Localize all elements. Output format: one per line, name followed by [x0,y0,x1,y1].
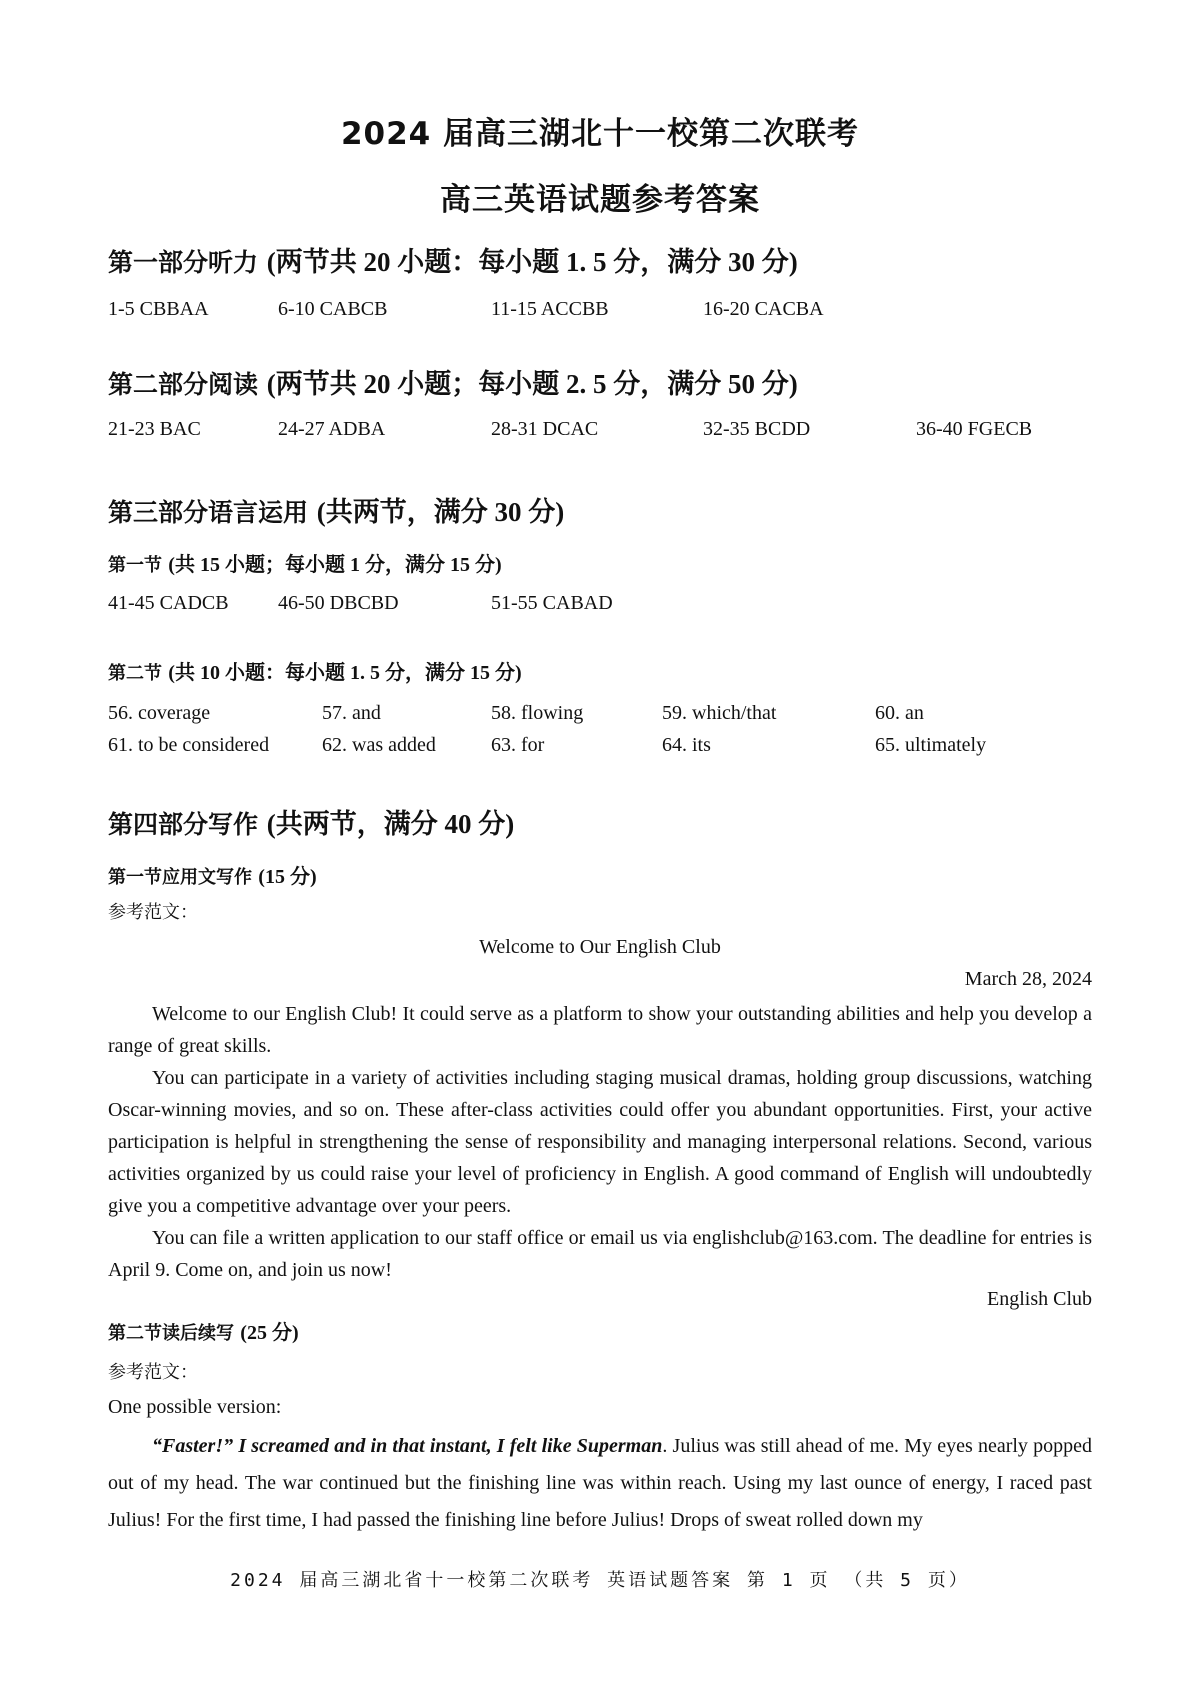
answer-group: 6-10 CABCB [278,298,388,320]
answer-group: 41-45 CADCB [108,592,229,614]
section-heading-cn: 第一节应用文写作 [108,867,252,888]
part4-section2-heading [108,1316,299,1345]
essay-paragraph: Welcome to our English Club! It could serve as a platform to show your outstanding abilities and help you develop a range of great skills. [108,1003,1092,1057]
answer-group: 36-40 FGECB [916,418,1033,440]
part3-heading-cn: 第三部分语言运用 [108,498,309,527]
answer-group: 1-5 CBBAA [108,298,209,320]
part2-heading [108,362,798,401]
section-heading-cn: 第二节 [108,663,162,684]
reference-label: 参考范文： [108,1362,198,1383]
answer-group: 28-31 DCAC [491,418,599,440]
answer-item: 64. its [662,734,711,756]
continuation-paragraph [108,1428,1092,1539]
answer-group: 21-23 BAC [108,418,201,440]
part4-heading [108,802,514,841]
essay-paragraph: You can file a written application to our staff office or email us via englishclub@163.com. The deadline for entries is April 9. Come on, and join us now! [108,1227,1092,1281]
section-heading-cn: 第二节读后续写 [108,1323,234,1344]
part1-heading-detail: (两节共 20 小题：每小题 1. 5 分，满分 30 分) [266,247,798,277]
answer-item: 59. which/that [662,702,777,724]
continuation-body: . Julius was still ahead of me. My eyes nearly popped out of my head. The war continued but the finishing line was within reach. Using my last ounce of energy, I raced past Julius! For the first time, I had passed the finishing line before Julius! Drops of sweat rolled down my [108,1435,1092,1531]
version-label: One possible version: [108,1396,282,1418]
answer-item: 57. and [322,702,381,724]
answer-item: 60. an [875,702,924,724]
part2-heading-detail: (两节共 20 小题；每小题 2. 5 分，满分 50 分) [266,369,798,399]
part4-heading-cn: 第四部分写作 [108,810,259,839]
part3-heading [108,490,564,529]
answer-group: 32-35 BCDD [703,418,811,440]
answer-item: 56. coverage [108,702,211,724]
part2-heading-cn: 第二部分阅读 [108,370,259,399]
section-heading-detail: (15 分) [258,866,317,888]
answer-item: 61. to be considered [108,734,270,756]
opening-sentence: “Faster!” I screamed and in that instant, I felt like Superman [152,1435,663,1457]
part1-heading [108,240,798,279]
answer-group: 11-15 ACCBB [491,298,609,320]
essay-paragraph: You can participate in a variety of activities including staging musical dramas, holding group discussions, watching Oscar-winning movies, and so on. These after-class activities could offer you abundant opportunities. First, your active participation is helpful in strengthening the sense of responsibility and managing interpersonal relations. Second, various activities organized by us could raise your level of proficiency in English. A good command of English will undoubtedly give you a competitive advantage over your peers. [108,1067,1092,1217]
answer-item: 63. for [491,734,545,756]
section-heading-detail: (共 15 小题；每小题 1 分，满分 15 分) [168,554,502,576]
exam-title: 2024 届高三湖北十一校第二次联考 [340,116,860,152]
answer-item: 62. was added [322,734,436,756]
answer-group: 46-50 DBCBD [278,592,399,614]
essay-title: Welcome to Our English Club [479,936,721,958]
answer-group: 51-55 CABAD [491,592,613,614]
page-footer: 2024 届高三湖北省十一校第二次联考 英语试题答案 第 1 页 （共 5 页） [230,1570,970,1591]
part3-heading-detail: (共两节，满分 30 分) [316,497,565,527]
answer-key-subtitle: 高三英语试题参考答案 [440,182,760,218]
answer-item: 58. flowing [491,702,584,724]
section-heading-detail: (25 分) [240,1322,299,1344]
answer-group: 16-20 CACBA [703,298,824,320]
part3-section2-heading [108,656,522,685]
answer-item: 65. ultimately [875,734,987,756]
section-heading-detail: (共 10 小题：每小题 1. 5 分，满分 15 分) [168,662,522,684]
essay-date: March 28, 2024 [964,968,1092,990]
answer-group: 24-27 ADBA [278,418,386,440]
essay-signature: English Club [986,1288,1092,1310]
part3-section1-heading [108,548,502,577]
reference-label: 参考范文： [108,902,198,923]
section-heading-cn: 第一节 [108,555,162,576]
part1-heading-cn: 第一部分听力 [108,248,259,277]
part4-section1-heading [108,860,317,889]
part4-heading-detail: (共两节，满分 40 分) [266,809,515,839]
